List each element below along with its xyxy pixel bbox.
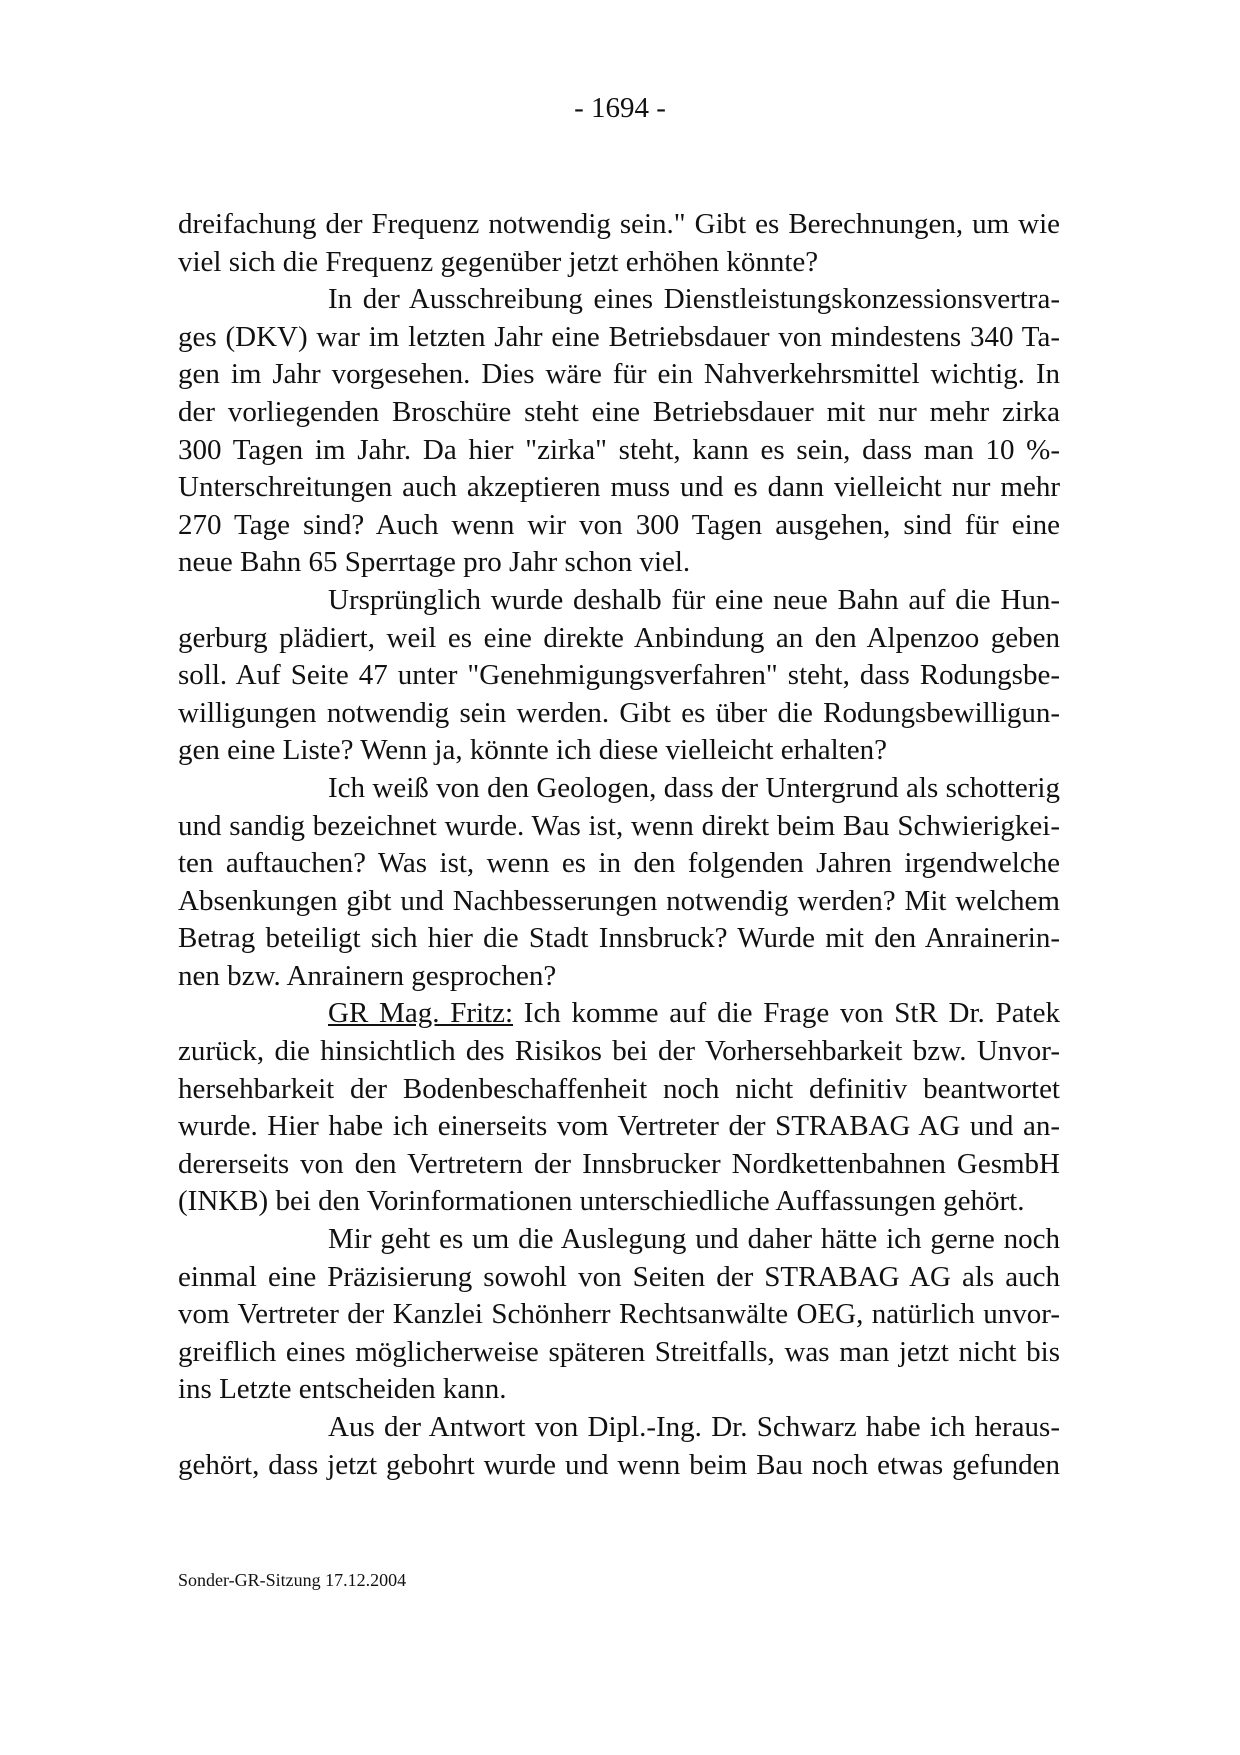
speaker-name: GR Mag. Fritz: (328, 997, 514, 1030)
text-line: vom Vertreter der Kanzlei Schönherr Rechtsanwälte OEG, natürlich unvor- (178, 1298, 1060, 1331)
text-line: gehört, dass jetzt gebohrt wurde und wenn beim Bau noch etwas gefunden (178, 1448, 1060, 1481)
text-line: nen bzw. Anrainern gesprochen? (178, 959, 557, 992)
text-line: In der Ausschreibung eines Dienstleistungskonzessionsvertra- (328, 283, 1060, 316)
text-line: gen im Jahr vorgesehen. Dies wäre für ein Nahverkehrsmittel wichtig. In (178, 358, 1060, 391)
text-line: neue Bahn 65 Sperrtage pro Jahr schon viel. (178, 546, 691, 579)
text-line: Aus der Antwort von Dipl.-Ing. Dr. Schwarz habe ich heraus- (328, 1411, 1060, 1443)
paragraph (178, 281, 1060, 582)
text-line: zurück, die hinsichtlich des Risikos bei der Vorhersehbarkeit bzw. Unvor- (178, 1035, 1060, 1068)
text-line: ten auftauchen? Was ist, wenn es in den folgenden Jahren irgendwelche (178, 847, 1060, 880)
text-line: gen eine Liste? Wenn ja, könnte ich diese vielleicht erhalten? (178, 734, 887, 767)
text-line: 300 Tagen im Jahr. Da hier "zirka" steht, kann es sein, dass man 10 %- (178, 433, 1060, 466)
paragraph (178, 1221, 1060, 1409)
text-line: soll. Auf Seite 47 unter "Genehmigungsverfahren" steht, dass Rodungsbe- (178, 659, 1060, 692)
page-number: - 1694 - (574, 92, 666, 124)
text-line: ges (DKV) war im letzten Jahr eine Betriebsdauer von mindestens 340 Ta- (178, 320, 1060, 353)
text-line: wurde. Hier habe ich einerseits vom Vertreter der STRABAG AG und an- (178, 1110, 1060, 1143)
text-line: und sandig bezeichnet wurde. Was ist, wenn direkt beim Bau Schwierigkei- (178, 809, 1060, 842)
text-line: Absenkungen gibt und Nachbesserungen notwendig werden? Mit welchem (178, 884, 1060, 917)
text-line: (INKB) bei den Vorinformationen unterschiedliche Auffassungen gehört. (178, 1185, 1025, 1218)
paragraph (178, 770, 1060, 996)
text-line: einmal eine Präzisierung sowohl von Seiten der STRABAG AG als auch (178, 1260, 1060, 1293)
text-line: 270 Tage sind? Auch wenn wir von 300 Tagen ausgehen, sind für eine (178, 508, 1060, 541)
paragraph (178, 1409, 1060, 1484)
text-line: greiflich eines möglicherweise späteren Streitfalls, was man jetzt nicht bis (178, 1335, 1060, 1368)
text-line: dreifachung der Frequenz notwendig sein." Gibt es Berechnungen, um wie (178, 208, 1060, 240)
text-line (178, 995, 1060, 1033)
text-line: ins Letzte entscheiden kann. (178, 1373, 507, 1406)
text-line: hersehbarkeit der Bodenbeschaffenheit noch nicht definitiv beantwortet (178, 1072, 1060, 1105)
text-line: viel sich die Frequenz gegenüber jetzt erhöhen könnte? (178, 245, 819, 278)
line-text: Ich komme auf die Frage von StR Dr. Patek (523, 997, 1060, 1030)
text-line: Mir geht es um die Auslegung und daher hätte ich gerne noch (328, 1223, 1060, 1256)
paragraph (178, 582, 1060, 770)
body-text (178, 206, 1060, 1484)
text-line: Ursprünglich wurde deshalb für eine neue Bahn auf die Hun- (328, 583, 1060, 616)
paragraph (178, 206, 1060, 281)
text-line: gerburg plädiert, weil es eine direkte Anbindung an den Alpenzoo geben (178, 621, 1060, 654)
footer: Sonder-GR-Sitzung 17.12.2004 (178, 1570, 407, 1590)
paragraph (178, 995, 1060, 1221)
text-line: willigungen notwendig sein werden. Gibt es über die Rodungsbewilligun- (178, 696, 1060, 729)
text-line: Unterschreitungen auch akzeptieren muss und es dann vielleicht nur mehr (178, 471, 1060, 504)
text-line: Ich weiß von den Geologen, dass der Untergrund als schotterig (328, 771, 1060, 804)
text-line: Betrag beteiligt sich hier die Stadt Innsbruck? Wurde mit den Anrainerin- (178, 922, 1060, 955)
text-line: dererseits von den Vertretern der Innsbrucker Nordkettenbahnen GesmbH (178, 1147, 1060, 1180)
text-line: der vorliegenden Broschüre steht eine Betriebsdauer mit nur mehr zirka (178, 395, 1060, 428)
